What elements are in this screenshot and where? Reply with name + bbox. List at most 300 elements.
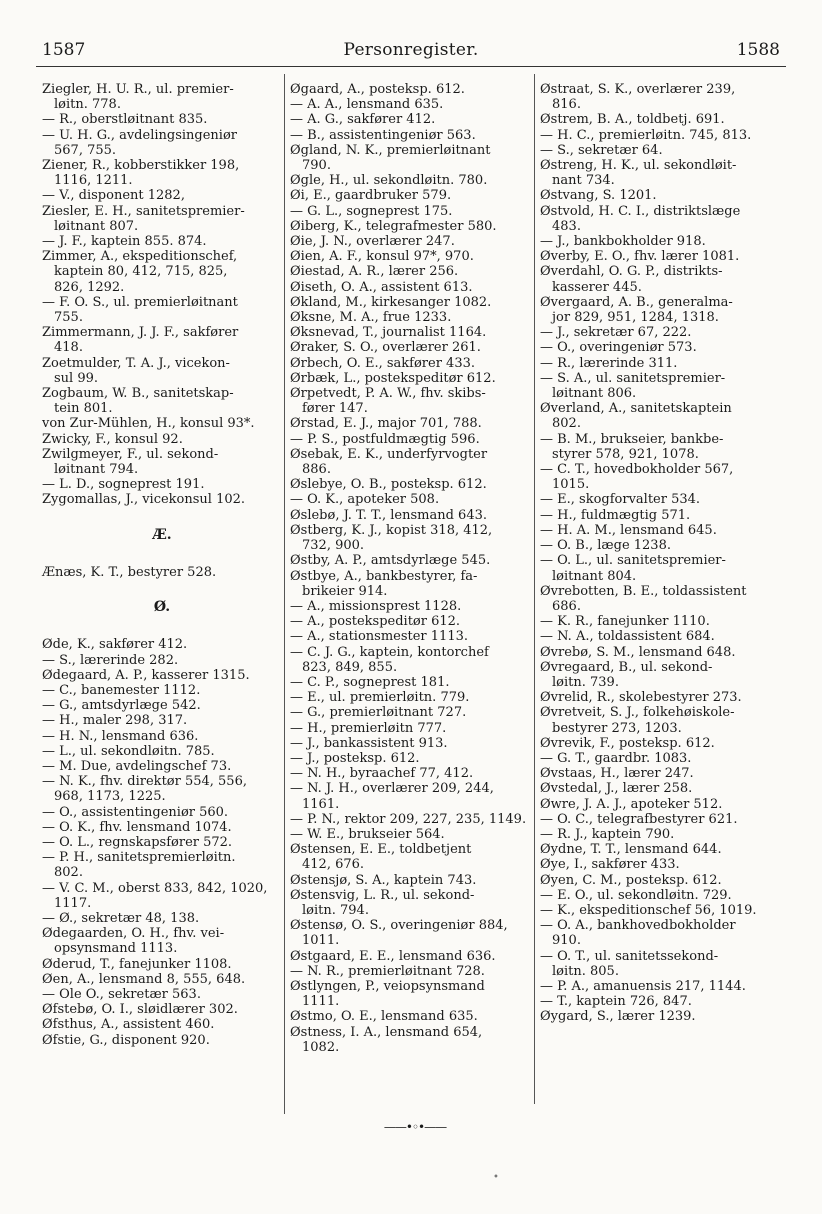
entry-line: — S. A., ul. sanitetspremier- [540, 370, 726, 386]
register-entry [540, 797, 790, 812]
entry-line: Zygomallas, J., vicekonsul 102. [42, 492, 246, 508]
entry-continuation: 1116, 1211. [54, 173, 133, 189]
register-entry [42, 158, 282, 188]
entry-line: — R. J., kaptein 790. [540, 826, 675, 842]
register-entry [290, 918, 530, 948]
register-entry [540, 340, 790, 355]
register-entry [540, 234, 790, 249]
entry-line: Øiestad, A. R., lærer 256. [290, 264, 459, 280]
entry-line: Øvrelid, R., skolebestyrer 273. [540, 690, 742, 706]
entry-continuation: 567, 755. [54, 142, 117, 158]
register-entry [540, 325, 790, 340]
entry-continuation: fører 147. [302, 401, 368, 417]
register-entry [540, 553, 790, 583]
entry-line: Øgle, H., ul. sekondløitn. 780. [290, 173, 488, 189]
register-entry [290, 675, 530, 690]
register-entry [540, 523, 790, 538]
column-3 [540, 82, 790, 1025]
register-entry [540, 903, 790, 918]
entry-line: Østensen, E. E., toldbetjent [290, 842, 472, 858]
entry-line: — G., premierløitnant 727. [290, 705, 467, 721]
entry-line: — G., amtsdyrlæge 542. [42, 698, 201, 714]
entry-line: Øi, E., gaardbruker 579. [290, 188, 452, 204]
entry-line: Øvretveit, S. J., folkehøiskole- [540, 705, 735, 721]
register-entry [540, 614, 790, 629]
entry-line: — A. A., lensmand 635. [290, 97, 444, 113]
entry-continuation: 802. [552, 416, 581, 432]
register-entry [42, 234, 282, 249]
entry-line: — U. H. G., avdelingsingeniør [42, 127, 237, 143]
register-entry [290, 599, 530, 614]
register-entry [540, 508, 790, 523]
entry-continuation: løitn. 805. [552, 963, 619, 979]
entry-line: — V. C. M., oberst 833, 842, 1020, [42, 880, 268, 896]
register-entry [540, 295, 790, 325]
entry-continuation: 418. [54, 340, 83, 356]
entry-line: Øslebye, O. B., posteksp. 612. [290, 477, 487, 493]
register-entry [290, 295, 530, 310]
entry-line: Øygard, S., lærer 1239. [540, 1009, 696, 1025]
register-entry [540, 949, 790, 979]
register-entry [42, 668, 282, 683]
register-entry [290, 553, 530, 568]
register-entry [42, 759, 282, 774]
register-entry [42, 881, 282, 911]
register-entry [42, 128, 282, 158]
register-entry [42, 774, 282, 804]
entry-line: — B., assistentingeniør 563. [290, 127, 476, 143]
entry-line: Øvstaas, H., lærer 247. [540, 766, 694, 782]
register-entry [290, 173, 530, 188]
register-entry [290, 690, 530, 705]
entry-line: Øverland, A., sanitetskaptein [540, 401, 732, 417]
entry-line: — O. A., bankhovedbokholder [540, 918, 736, 934]
entry-line: Øverdahl, O. G. P., distrikts- [540, 264, 723, 280]
register-entry [42, 744, 282, 759]
register-entry [42, 729, 282, 744]
register-entry [540, 112, 790, 127]
entry-line: — V., disponent 1282, [42, 188, 185, 204]
register-entry [42, 683, 282, 698]
register-entry [290, 340, 530, 355]
register-entry [290, 736, 530, 751]
column-divider-1 [284, 74, 285, 1114]
entry-continuation: 1011. [302, 933, 340, 949]
register-entry [290, 386, 530, 416]
entry-line: Østrem, B. A., toldbetj. 691. [540, 112, 725, 128]
register-entry [290, 645, 530, 675]
entry-line: — Ø., sekretær 48, 138. [42, 910, 200, 926]
header-rule [36, 66, 786, 67]
entry-line: Øfstie, G., disponent 920. [42, 1032, 210, 1048]
entry-continuation: 790. [302, 158, 331, 174]
register-entry [290, 477, 530, 492]
register-entry [42, 295, 282, 325]
register-entry [540, 128, 790, 143]
page-title: Personregister. [343, 40, 479, 60]
register-entry [42, 386, 282, 416]
stray-mark: • [493, 1172, 499, 1183]
register-entry [42, 565, 282, 580]
entry-line: Østreng, H. K., ul. sekondløit- [540, 158, 737, 174]
entry-line: Østvang, S. 1201. [540, 188, 657, 204]
register-entry [42, 850, 282, 880]
register-entry [290, 128, 530, 143]
entry-line: Øyen, C. M., posteksp. 612. [540, 872, 722, 888]
entry-line: Østmo, O. E., lensmand 635. [290, 1009, 478, 1025]
entry-continuation: brikeier 914. [302, 583, 388, 599]
entry-line: Øslebø, J. T. T., lensmand 643. [290, 507, 487, 523]
entry-continuation: styrer 578, 921, 1078. [552, 446, 699, 462]
entry-line: — O., assistentingeniør 560. [42, 804, 229, 820]
register-entry [290, 1025, 530, 1055]
entry-line: Øie, J. N., overlærer 247. [290, 234, 455, 250]
register-entry [540, 462, 790, 492]
column-divider-2 [534, 74, 535, 1104]
entry-continuation: 755. [54, 310, 83, 326]
register-entry [540, 371, 790, 401]
register-entry [42, 653, 282, 668]
entry-line: — G. T., gaardbr. 1083. [540, 750, 692, 766]
entry-line: Ziesler, E. H., sanitetspremier- [42, 203, 245, 219]
entry-continuation: løitn. 778. [54, 97, 121, 113]
register-entry [290, 416, 530, 431]
register-entry [290, 447, 530, 477]
register-entry [290, 432, 530, 447]
entry-line: — C. T., hovedbokholder 567, [540, 462, 734, 478]
register-entry [42, 698, 282, 713]
entry-line: — L. D., sogneprest 191. [42, 477, 205, 493]
entry-line: Østensjø, S. A., kaptein 743. [290, 872, 477, 888]
register-entry [540, 432, 790, 462]
register-entry [290, 827, 530, 842]
register-entry [290, 188, 530, 203]
register-entry [540, 918, 790, 948]
entry-line: Øvrebø, S. M., lensmand 648. [540, 644, 736, 660]
entry-continuation: løitnant 806. [552, 386, 637, 402]
entry-continuation: 910. [552, 933, 581, 949]
register-entry [42, 492, 282, 507]
register-entry [290, 204, 530, 219]
register-entry [290, 508, 530, 523]
entry-line: — N. R., premierløitnant 728. [290, 963, 485, 979]
register-entry [290, 614, 530, 629]
register-entry [540, 492, 790, 507]
entry-line: Ziener, R., kobberstikker 198, [42, 158, 240, 174]
register-entry [540, 584, 790, 614]
entry-continuation: 1111. [302, 994, 340, 1010]
register-entry [290, 705, 530, 720]
entry-continuation: kasserer 445. [552, 279, 642, 295]
entry-line: — P. H., sanitetspremierløitn. [42, 850, 236, 866]
register-entry [42, 249, 282, 295]
entry-line: — E. O., ul. sekondløitn. 729. [540, 887, 732, 903]
entry-line: — F. O. S., ul. premierløitnant [42, 294, 238, 310]
entry-line: — H. A. M., lensmand 645. [540, 522, 717, 538]
entry-line: Østensvig, L. R., ul. sekond- [290, 887, 475, 903]
entry-line: — O. K., fhv. lensmand 1074. [42, 819, 232, 835]
entry-line: — A., missionsprest 1128. [290, 598, 462, 614]
entry-continuation: jor 829, 951, 1284, 1318. [552, 310, 719, 326]
entry-line: — O. B., læge 1238. [540, 538, 671, 554]
entry-line: — P. A., amanuensis 217, 1144. [540, 978, 746, 994]
entry-line: Øvrebotten, B. E., toldassistent [540, 583, 747, 599]
register-entry [42, 416, 282, 431]
entry-line: — O., overingeniør 573. [540, 340, 697, 356]
entry-line: — S., lærerinde 282. [42, 652, 179, 668]
register-entry [290, 82, 530, 97]
entry-line: — H., premierløitn 777. [290, 720, 447, 736]
register-entry [290, 979, 530, 1009]
entry-continuation: sul 99. [54, 370, 99, 386]
register-entry [540, 660, 790, 690]
register-entry [540, 736, 790, 751]
entry-line: Øen, A., lensmand 8, 555, 648. [42, 971, 246, 987]
register-entry [540, 204, 790, 234]
register-entry [540, 188, 790, 203]
entry-line: von Zur-Mühlen, H., konsul 93*. [42, 416, 255, 432]
entry-line: Østvold, H. C. I., distriktslæge [540, 203, 741, 219]
register-entry [290, 842, 530, 872]
register-entry [540, 751, 790, 766]
entry-line: Ørbech, O. E., sakfører 433. [290, 355, 475, 371]
section-heading: Ø. [153, 599, 171, 616]
register-entry [42, 188, 282, 203]
entry-line: — M. Due, avdelingschef 73. [42, 758, 232, 774]
entry-line: — B. M., brukseier, bankbe- [540, 431, 724, 447]
entry-line: Øderud, T., fanejunker 1108. [42, 956, 232, 972]
register-entry [290, 97, 530, 112]
entry-continuation: 1117. [54, 895, 92, 911]
entry-line: Øiberg, K., telegrafmester 580. [290, 218, 497, 234]
entry-line: — J., bankbokholder 918. [540, 234, 706, 250]
register-entry [42, 1002, 282, 1017]
register-entry [540, 842, 790, 857]
section-heading: Æ. [152, 526, 172, 543]
entry-continuation: 816. [552, 97, 581, 113]
entry-line: Ziegler, H. U. R., ul. premier- [42, 82, 234, 97]
entry-line: — S., sekretær 64. [540, 142, 663, 158]
register-entry [42, 805, 282, 820]
entry-line: — H., fuldmægtig 571. [540, 507, 691, 523]
entry-line: Øvrevik, F., posteksp. 612. [540, 735, 715, 751]
entry-line: Øwre, J. A. J., apoteker 512. [540, 796, 723, 812]
entry-line: — J., posteksp. 612. [290, 750, 420, 766]
entry-continuation: 823, 849, 855. [302, 659, 398, 675]
register-entry [540, 979, 790, 994]
register-entry [290, 280, 530, 295]
entry-line: Ørpetvedt, P. A. W., fhv. skibs- [290, 386, 486, 402]
entry-line: Øvregaard, B., ul. sekond- [540, 659, 713, 675]
entry-continuation: nant 734. [552, 173, 615, 189]
register-entry [42, 82, 282, 112]
register-entry [290, 1009, 530, 1024]
entry-continuation: kaptein 80, 412, 715, 825, [54, 264, 228, 280]
entry-continuation: 483. [552, 218, 581, 234]
register-entry [290, 249, 530, 264]
entry-line: Ænæs, K. T., bestyrer 528. [42, 564, 217, 580]
entry-line: Zwilgmeyer, F., ul. sekond- [42, 446, 219, 462]
entry-line: Ørstad, E. J., major 701, 788. [290, 416, 482, 432]
register-entry [290, 523, 530, 553]
entry-line: Økland, M., kirkesanger 1082. [290, 294, 492, 310]
register-entry [290, 873, 530, 888]
entry-line: Øksne, M. A., frue 1233. [290, 310, 452, 326]
entry-line: — R., oberstløitnant 835. [42, 112, 208, 128]
entry-line: — R., lærerinde 311. [540, 355, 678, 371]
register-entry [540, 766, 790, 781]
register-entry [290, 264, 530, 279]
entry-line: Øgland, N. K., premierløitnant [290, 142, 491, 158]
entry-line: Zimmermann, J. J. F., sakfører [42, 325, 239, 341]
register-entry [290, 949, 530, 964]
entry-line: — P. N., rektor 209, 227, 235, 1149. [290, 811, 527, 827]
register-entry [290, 569, 530, 599]
register-entry [290, 492, 530, 507]
entry-line: — J., bankassistent 913. [290, 735, 448, 751]
register-entry [540, 143, 790, 158]
entry-continuation: bestyrer 273, 1203. [552, 720, 682, 736]
entry-continuation: løitnant 807. [54, 218, 139, 234]
entry-line: Zoetmulder, T. A. J., vicekon- [42, 355, 230, 371]
entry-line: Øydne, T. T., lensmand 644. [540, 842, 722, 858]
page-number-right: 1588 [736, 40, 780, 60]
register-entry [540, 645, 790, 660]
entry-line: Zogbaum, W. B., sanitetskap- [42, 386, 234, 402]
register-entry [42, 1017, 282, 1032]
entry-line: Ødegaard, A. P., kasserer 1315. [42, 667, 250, 683]
entry-line: — W. E., brukseier 564. [290, 826, 445, 842]
register-entry [540, 629, 790, 644]
entry-line: Østlyngen, P., veiopsynsmand [290, 978, 485, 994]
entry-line: — O. C., telegrafbestyrer 621. [540, 811, 738, 827]
register-entry [540, 705, 790, 735]
entry-line: — N. J. H., overlærer 209, 244, [290, 781, 494, 797]
register-entry [540, 264, 790, 294]
entry-line: Østby, A. P., amtsdyrlæge 545. [290, 553, 491, 569]
entry-line: Østensø, O. S., overingeniør 884, [290, 918, 508, 934]
register-entry [290, 964, 530, 979]
register-entry [42, 820, 282, 835]
entry-line: — N. H., byraachef 77, 412. [290, 766, 474, 782]
entry-line: — K. R., fanejunker 1110. [540, 614, 710, 630]
register-entry [290, 721, 530, 736]
entry-line: — H. N., lensmand 636. [42, 728, 199, 744]
register-entry [42, 204, 282, 234]
end-ornament: ——•◦•—— [383, 1120, 447, 1134]
entry-line: — C. J. G., kaptein, kontorchef [290, 644, 489, 660]
entry-line: Øde, K., sakfører 412. [42, 637, 188, 653]
entry-continuation: 968, 1173, 1225. [54, 789, 166, 805]
register-entry [540, 857, 790, 872]
register-entry [42, 637, 282, 652]
register-entry [540, 356, 790, 371]
register-entry [290, 751, 530, 766]
register-entry [540, 873, 790, 888]
entry-line: — A. G., sakfører 412. [290, 112, 436, 128]
register-entry [540, 781, 790, 796]
register-entry [42, 972, 282, 987]
entry-continuation: løitn. 739. [552, 674, 619, 690]
entry-line: Øverby, E. O., fhv. lærer 1081. [540, 249, 740, 265]
register-entry [540, 812, 790, 827]
register-entry [42, 477, 282, 492]
entry-line: Øien, A. F., konsul 97*, 970. [290, 249, 474, 265]
page-number-left: 1587 [42, 40, 86, 60]
entry-line: Øvergaard, A. B., generalma- [540, 294, 733, 310]
entry-line: — Ole O., sekretær 563. [42, 986, 201, 1002]
entry-line: — N. K., fhv. direktør 554, 556, [42, 774, 247, 790]
register-entry [540, 249, 790, 264]
register-entry [42, 112, 282, 127]
entry-line: — J., sekretær 67, 222. [540, 325, 692, 341]
register-entry [290, 112, 530, 127]
register-entry [540, 158, 790, 188]
column-1 [42, 82, 282, 1048]
entry-line: Øfsthus, A., assistent 460. [42, 1017, 215, 1033]
register-entry [42, 713, 282, 728]
entry-line: — C., banemester 1112. [42, 682, 201, 698]
entry-continuation: tein 801. [54, 401, 113, 417]
entry-continuation: 1015. [552, 477, 590, 493]
entry-line: Ørbæk, L., postekspeditør 612. [290, 370, 496, 386]
register-entry [42, 1033, 282, 1048]
entry-continuation: 1161. [302, 796, 340, 812]
entry-line: — J. F., kaptein 855. 874. [42, 234, 207, 250]
entry-line: Øsebak, E. K., underfyrvogter [290, 446, 488, 462]
register-entry [290, 356, 530, 371]
entry-line: — A., postekspeditør 612. [290, 614, 461, 630]
entry-line: — H., maler 298, 317. [42, 713, 188, 729]
entry-line: Øfstebø, O. I., sløidlærer 302. [42, 1002, 238, 1018]
entry-continuation: 412, 676. [302, 857, 365, 873]
register-entry [42, 325, 282, 355]
entry-continuation: løitnant 804. [552, 568, 637, 584]
entry-continuation: løitnant 794. [54, 462, 139, 478]
register-entry [290, 629, 530, 644]
column-2 [290, 82, 530, 1055]
register-entry [290, 781, 530, 811]
register-entry [540, 538, 790, 553]
entry-line: Zwicky, F., konsul 92. [42, 431, 183, 447]
entry-continuation: 886. [302, 462, 331, 478]
register-entry [540, 994, 790, 1009]
entry-continuation: 802. [54, 865, 83, 881]
entry-line: Østness, I. A., lensmand 654, [290, 1024, 483, 1040]
register-entry [42, 911, 282, 926]
register-entry [540, 1009, 790, 1024]
register-entry [290, 766, 530, 781]
entry-line: — T., kaptein 726, 847. [540, 994, 692, 1010]
register-entry [290, 888, 530, 918]
entry-line: Øgaard, A., posteksp. 612. [290, 82, 465, 97]
entry-line: Zimmer, A., ekspeditionschef, [42, 249, 238, 265]
entry-line: — C. P., sogneprest 181. [290, 674, 450, 690]
entry-line: — E., ul. premierløitn. 779. [290, 690, 470, 706]
entry-line: — O. L., ul. sanitetspremier- [540, 553, 726, 569]
register-entry [540, 401, 790, 431]
register-entry [42, 835, 282, 850]
register-entry [540, 690, 790, 705]
entry-continuation: 1082. [302, 1039, 340, 1055]
entry-line: — O. L., regnskapsfører 572. [42, 834, 233, 850]
entry-line: Østbye, A., bankbestyrer, fa- [290, 568, 478, 584]
entry-line: Ødegaarden, O. H., fhv. vei- [42, 926, 225, 942]
register-entry [540, 827, 790, 842]
register-entry [540, 888, 790, 903]
register-entry [42, 957, 282, 972]
register-entry [290, 219, 530, 234]
